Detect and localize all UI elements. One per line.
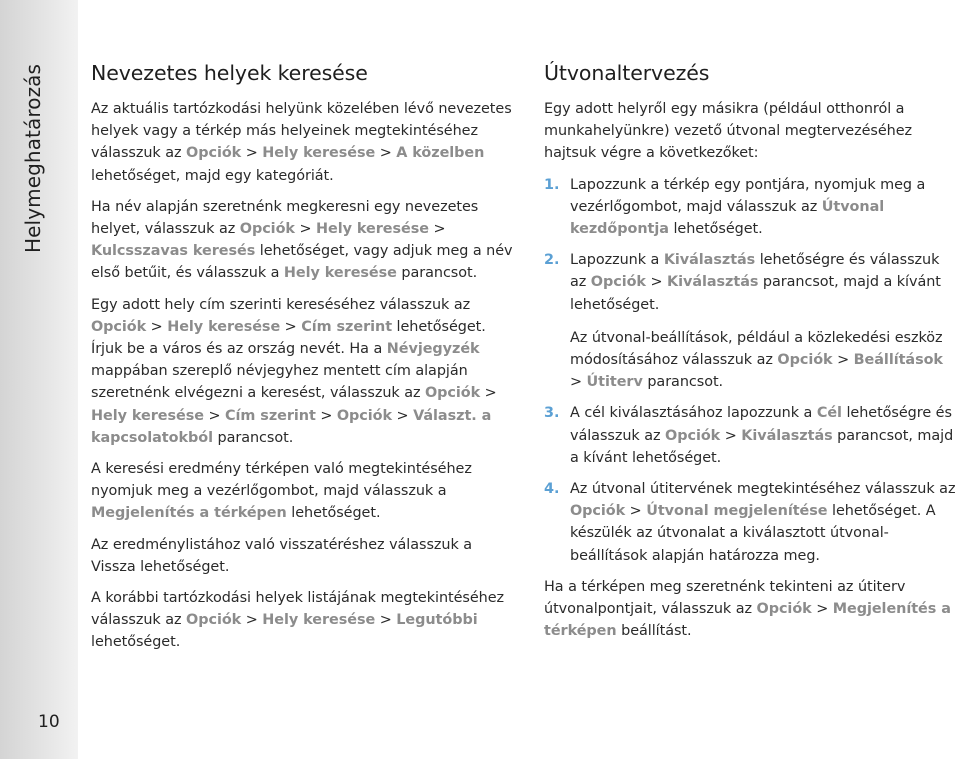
menu-path-term: Hely keresése <box>91 407 204 424</box>
body-paragraph <box>91 458 521 525</box>
outro-paragraph <box>544 576 958 643</box>
menu-path-term: Kulcsszavas keresés <box>91 243 256 260</box>
menu-path-term: A közelben <box>396 145 485 162</box>
menu-path-term: Cél <box>816 405 842 422</box>
text-run: parancsot, majd a kívánt lehetőséget. <box>570 274 941 313</box>
text-run: > <box>203 407 225 424</box>
step-paragraph <box>570 327 958 394</box>
menu-path-term: Opciók <box>777 352 833 369</box>
text-run: > <box>832 352 854 369</box>
menu-path-term: Cím szerint <box>225 407 316 424</box>
text-run: > <box>811 601 833 618</box>
menu-path-term: Opciók <box>665 427 721 444</box>
text-run: > <box>392 407 414 424</box>
text-run: Lapozzunk a térkép egy pontjára, nyomjuk meg a vezérlőgombot, majd válasszuk az <box>570 176 926 215</box>
text-run: beállítást. <box>616 623 692 640</box>
step-paragraph <box>570 174 958 241</box>
text-run: > <box>280 318 302 335</box>
step-item <box>544 174 958 241</box>
text-run: Lapozzunk a <box>570 252 664 269</box>
menu-path-term: Útvonal megjelenítése <box>646 503 828 520</box>
step-paragraph <box>570 249 958 316</box>
step-number: 3. <box>544 405 560 422</box>
text-run: lehetőségre és válasszuk az <box>570 252 940 291</box>
text-run: > <box>294 221 316 238</box>
intro-paragraph <box>544 98 958 165</box>
step-number: 4. <box>544 481 560 498</box>
text-run: parancsot, majd a kívánt lehetőséget. <box>570 427 954 466</box>
left-heading: Nevezetes helyek keresése <box>91 61 368 85</box>
step-paragraph <box>570 478 958 567</box>
menu-path-term: Útiterv <box>586 374 643 391</box>
menu-path-term: Kiválasztás <box>663 252 756 269</box>
menu-path-term: Opciók <box>91 318 147 335</box>
menu-path-term: Névjegyzék <box>386 341 480 358</box>
right-heading: Útvonaltervezés <box>544 61 710 85</box>
menu-path-term: Kiválasztás <box>741 427 833 444</box>
left-body <box>91 98 521 654</box>
text-run: > <box>375 612 397 629</box>
left-column <box>91 58 521 663</box>
text-run: > <box>146 318 168 335</box>
body-paragraph <box>91 534 521 578</box>
text-run: lehetőséget. <box>668 221 763 238</box>
menu-path-term: Opciók <box>425 385 481 402</box>
text-run: mappában szereplő névjegyhez mentett cím alapján szeretnénk elvégezni a keresést, válasszuk az <box>91 363 468 402</box>
text-run: Az aktuális tartózkodási helyünk közelében lévő nevezetes helyek vagy a térkép más helyeinek megtekintéséhez válasszuk az <box>91 101 512 162</box>
menu-path-term: Hely keresése <box>262 145 376 162</box>
menu-path-term: Megjelenítés a térképen <box>544 601 951 640</box>
menu-path-term: Kiválasztás <box>667 274 759 291</box>
text-run: lehetőséget. <box>286 505 381 522</box>
text-run: > <box>645 274 668 291</box>
step-item <box>544 402 958 469</box>
text-run: lehetőséget. A készülék az útvonalat a kiválasztott útvonal-beállítások alapján határozza meg. <box>570 503 936 564</box>
menu-path-term: Opciók <box>336 407 393 424</box>
menu-path-term: Hely keresése <box>262 612 376 629</box>
text-run: Ha név alapján szeretnénk megkeresni egy nevezetes helyet, válasszuk az <box>91 198 479 238</box>
text-run: > <box>570 374 587 391</box>
text-run: > <box>315 407 337 424</box>
menu-path-term: Útvonal kezdőpontja <box>570 198 885 238</box>
menu-path-term: Hely keresése <box>167 318 281 335</box>
body-paragraph <box>91 294 521 449</box>
body-paragraph <box>91 587 521 654</box>
step-number: 2. <box>544 252 560 269</box>
step-number: 1. <box>544 176 560 193</box>
text-run: Egy adott helyről egy másikra (például otthonról a munkahelyünkre) vezető útvonal megtervezéséhez hajtsuk végre a következőket: <box>544 101 913 162</box>
text-run: > <box>428 221 446 238</box>
menu-path-term: Hely keresése <box>283 265 397 282</box>
menu-path-term: Opciók <box>186 612 242 629</box>
text-run: lehetőséget. <box>91 634 181 651</box>
text-run: A keresési eredmény térképen való megtekintéséhez nyomjuk meg a vezérlőgombot, majd válasszuk a <box>91 461 472 500</box>
text-run: lehetőséget, vagy adjuk meg a név első betűit, és válasszuk a <box>91 243 513 282</box>
step-item <box>544 478 958 567</box>
text-run: lehetőséget, majd egy kategóriát. <box>91 167 334 184</box>
text-run: Egy adott hely cím szerinti kereséséhez válasszuk az <box>91 296 471 313</box>
body-paragraph <box>91 196 521 285</box>
menu-path-term: Opciók <box>186 145 242 162</box>
text-run: A cél kiválasztásához lapozzunk a <box>570 405 817 422</box>
text-run: Az útvonal-beállítások, például a közlekedési eszköz módosításához válasszuk az <box>570 329 943 369</box>
page-number: 10 <box>38 712 60 732</box>
steps-list <box>544 174 958 567</box>
body-paragraph <box>91 98 521 187</box>
sidebar <box>0 0 78 759</box>
text-run: > <box>241 145 263 162</box>
text-run: Az eredménylistához való visszatéréshez válasszuk a Vissza lehetőséget. <box>91 536 473 575</box>
menu-path-term: Választ. a kapcsolatokból <box>91 407 492 446</box>
menu-path-term: Cím szerint <box>301 318 393 335</box>
menu-path-term: Hely keresése <box>315 221 429 238</box>
menu-path-term: Legutóbbi <box>396 612 478 629</box>
text-run: parancsot. <box>642 374 724 391</box>
menu-path-term: Megjelenítés a térképen <box>91 505 287 522</box>
text-run: lehetőséget. Írjuk be a város és az ország nevét. Ha a <box>91 318 486 358</box>
section-title-vertical: Helymeghatározás <box>21 64 45 254</box>
text-run: > <box>625 503 647 520</box>
text-run: parancsot. <box>212 429 294 446</box>
text-run: > <box>480 385 497 402</box>
text-run: lehetőségre és válasszuk az <box>570 405 952 444</box>
text-run: > <box>720 427 742 444</box>
text-run: Az útvonal útitervének megtekintéséhez válasszuk az <box>570 481 956 498</box>
menu-path-term: Opciók <box>570 503 626 520</box>
text-run: Ha a térképen meg szeretnénk tekinteni az útiterv útvonalpontjait, válasszuk az <box>544 578 906 618</box>
step-paragraph <box>570 402 958 469</box>
text-run: A korábbi tartózkodási helyek listájának megtekintéséhez válasszuk az <box>91 590 505 629</box>
text-run: parancsot. <box>396 265 478 282</box>
step-item <box>544 249 958 393</box>
text-run: > <box>375 145 397 162</box>
menu-path-term: Opciók <box>239 221 295 238</box>
menu-path-term: Opciók <box>590 274 646 291</box>
menu-path-term: Opciók <box>756 601 812 618</box>
right-column <box>544 58 958 642</box>
text-run: > <box>241 612 263 629</box>
menu-path-term: Beállítások <box>853 352 943 369</box>
